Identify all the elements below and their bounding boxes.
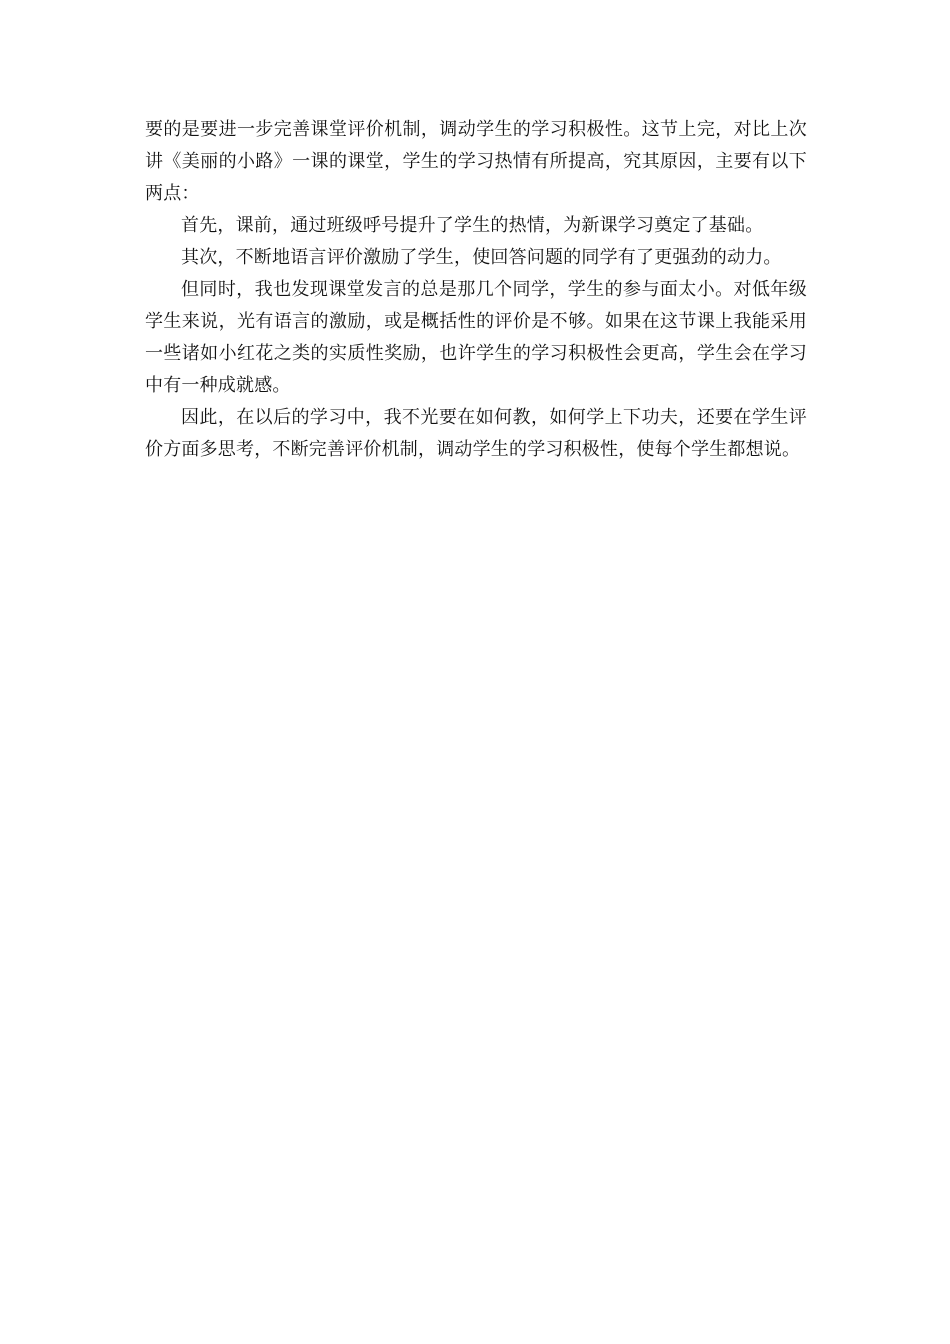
paragraph-conclusion: 因此，在以后的学习中，我不光要在如何教，如何学上下功夫，还要在学生评价方面多思考，不断完善评价机制，调动学生的学习积极性，使每个学生都想说。	[145, 407, 807, 460]
paragraph-second-point: 其次，不断地语言评价激励了学生，使回答问题的同学有了更强劲的动力。	[181, 247, 782, 268]
paragraph-first-point: 首先，课前，通过班级呼号提升了学生的热情，为新课学习奠定了基础。	[181, 215, 764, 236]
document-body	[145, 114, 807, 466]
paragraph-reflection: 但同时，我也发现课堂发言的总是那几个同学，学生的参与面太小。对低年级学生来说，光有语言的激励，或是概括性的评价是不够。如果在这节课上我能采用一些诸如小红花之类的实质性奖励，也许学生的学习积极性会更高，学生会在学习中有一种成就感。	[145, 279, 807, 396]
paragraph-continuation: 要的是要进一步完善课堂评价机制，调动学生的学习积极性。这节上完，对比上次讲《美丽的小路》一课的课堂，学生的学习热情有所提高，究其原因，主要有以下两点：	[145, 119, 807, 204]
